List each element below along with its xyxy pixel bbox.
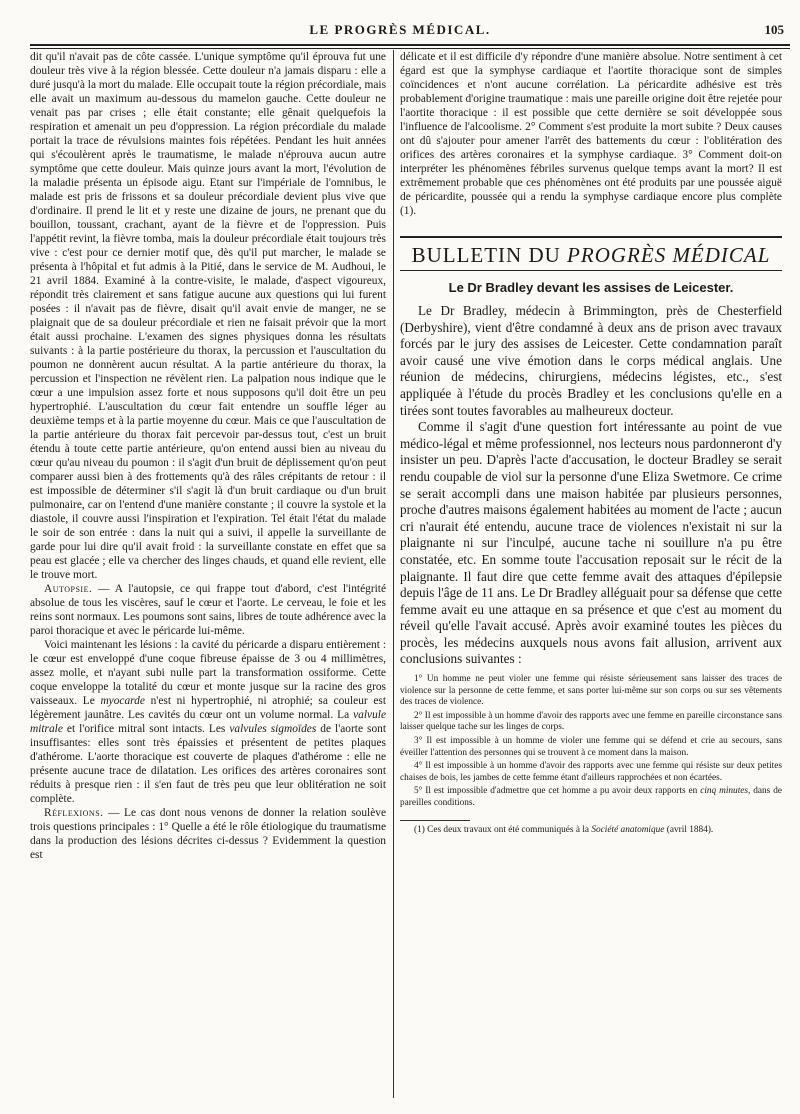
conclusion5-italic: cinq minutes [700,786,749,797]
conclusion-item: 3° Il est impossible à un homme de violer une femme qui se défend et crie au secours, sans éveiller l'attention des personnes qui se trouvent à ce moment dans la maison. [400,736,782,758]
reflexions-paragraph [30,806,386,862]
conclusions-list [400,674,782,810]
reflexions-label: Réflexions. [44,807,104,819]
conclusion-item: 1° Un homme ne peut violer une femme qui résiste sérieusement sans laisser des traces de violence sur la personne de cette femme, et sans porter lui-même sur son corps ou sur ses vêtements des traces de violence. [400,674,782,708]
bulletin-title-prefix: BULLETIN DU [411,243,568,267]
lesions-text-b: n'est ni hypertrophié, ni atrophié; sa couleur est légèrement jaunâtre. Les cavités du cœur ont un volume normal. La [30,695,387,721]
case-paragraph: dit qu'il n'avait pas de côte cassée. L'unique symptôme qu'il éprouva fut une douleur très vive à la région blessée. Cette douleur n'a jamais disparu : elle a duré jusqu'à la mort du malade. Elle occupait toute la région précordiale, mais elle avait un maximum au-dessous du mamelon gauche. Cette douleur ne venait pas par crises ; elle était constante; elle gênait quelquefois la respiration et amenait un peu d'oppression. La région précordiale du malade portait la trace de révulsions maintes fois répétées. Pendant les huit années qui s'écoulèrent après le traumatisme, le malade n'éprouva aucun autre symptôme que cette douleur. Mais quinze jours avant la mort, l'évolution de la maladie présenta un épisode aigu. Etant sur l'impériale de l'omnibus, le malade est pris de frissons et sa douleur précordiale devient plus vive que d'ordinaire. Il prend le lit et y reste une dizaine de jours, ne prenant que du bouillon, toussant, crachant, ayant de la fièvre et de l'oppression. Puis l'appétit revint, la fièvre tomba, mais la douleur précordiale était toujours très vive : c'est pour ce dernier motif que, dès qu'il put marcher, le malade se présenta à l'hôpital et fut admis à la Pitié, dans le service de M. Audhoui, le 21 avril 1884. Examiné à la contre-visite, le malade, d'aspect vigoureux, répondit très clairement et sans fatigue aucune aux questions qui lui furent posées : il n'avait pas de fièvre, disait qu'il avait envie de manger, ne se plaignait que de sa douleur précordiale et rien ne faisait prévoir que la mort était aussi prochaine. L'examen des signes physiques donna les résultats suivants : à la partie postérieure du thorax, la percussion et l'auscultation du poumon ne donnèrent aucun résultat. A la partie antérieure du thorax, la percussion et l'inspection ne révèlent rien. La palpation nous indique que le cœur a une impulsion assez forte et nous supposons qu'il doit être un peu hypertrophié. L'auscultation du cœur fait entendre un souffle léger au deuxième temps et à la partie moyenne du cœur. Mais ce que l'auscultation de la partie antérieure du thorax fait percevoir par-dessus tout, c'est un bruit étendu à toute cette partie antérieure, qu'on entend aussi bien au niveau du cœur qu'au niveau du poumon : il s'agit d'un bruit de déplissement qu'on peut comparer aussi bien à des frottements qu'à des râles crépitants de retour : il est impossible de déterminer s'il s'agit là d'un bruit cardiaque ou d'un bruit pulmonaire, car on l'entend d'une manière constante ; il couvre la systole et la diastole, il couvre aussi l'inspiration et l'expiration. Tel était l'état du malade le soir de son entrée : dans la nuit qui a suivi, il appelle la surveillante de garde pour lui dire qu'il avait froid : la surveillante constate en effet que sa peau est glacée ; elle va chercher des linges chauds, et quand elle revient, elle le trouve mort. [30,51,386,581]
article-body [400,303,782,668]
lesions-italic-mitrale: valvule mitrale [30,709,386,735]
autopsie-label: Autopsie. [44,583,93,595]
footnote-rule [400,820,470,821]
lesions-text-c: et l'orifice mitral sont intacts. Les [62,723,230,735]
footnote [400,825,782,837]
page-number: 105 [764,22,784,37]
conclusion-item [400,786,782,809]
autopsie-text: — A l'autopsie, ce qui frappe tout d'abord, c'est l'intégrité absolue de tous les viscères, sauf le cœur et l'aorte. Le cerveau, le foie et les reins sont normaux. Les poumons sont sains, libres de toute adhérence avec la paroi thoracique et avec le péricarde lui-même. [30,583,386,637]
right-column [400,50,782,836]
journal-title: LE PROGRÈS MÉDICAL. [309,22,491,37]
lesions-paragraph [30,638,386,806]
conclusion5-text-b: , dans de pareilles conditions. [400,786,782,808]
footnote-text-b: (avril 1884). [664,824,714,835]
conclusion5-text-a: 5° Il est impossible d'admettre que cet homme a pu avoir deux rapports en [414,786,701,797]
reflexions-text: — Le cas dont nous venons de donner la relation soulève trois questions principales : 1° Quelle a été le rôle étiologique du traumatisme dans la production des lésions décrites ci-dessus ? Evidemment la question est [30,807,386,861]
header-rule [30,44,790,46]
footnote-text-a: (1) Ces deux travaux ont été communiqués à la [414,824,592,835]
header-rule-thin [30,48,790,49]
left-column [30,50,386,862]
lesions-text-a: Voici maintenant les lésions : la cavité du péricarde a disparu entièrement : le cœur est enveloppé d'une coque fibreuse épaisse de 3 ou 4 millimètres, assez molle, et n'ayant subi nulle part la transformation ossiforme. Cette coque enveloppe la totalité du cœur et monte jusque sur la racine des gros vaisseaux. Le [30,639,386,707]
article-subheading: Le Dr Bradley devant les assises de Leicester. [448,280,734,295]
bulletin-title [400,243,782,267]
lesions-italic-myocarde: myocarde [100,695,145,707]
page-header [0,22,800,40]
reflexions-continued: délicate et il est difficile d'y répondre d'une manière absolue. Notre sentiment à cet égard est que la symphyse cardiaque et l'aortite thoracique sont de simples coïncidences et n'ont aucune corrélation. La péricardite adhésive est très probablement d'origine traumatique : mais une pareille origine doit être rejetée pour l'aortite thoracique : il est possible que cette dernière se soit développée sous l'influence de l'alcoolisme. 2° Comment s'est produite la mort subite ? Deux causes ont dû s'ajouter pour amener l'arrêt des battements du cœur : l'oblitération des orifices des artères coronaires et la symphyse cardiaque. 3° Comment doit-on interpréter les phénomènes fébriles survenus quelque temps avant la mort? Il est extrêmement probable que ces phénomènes ont été produits par une poussée aiguë de péricardite, poussée qui a rendu la symphyse cardiaque encore plus complète (1). [400,51,782,217]
article-paragraph: Le Dr Bradley, médecin à Brimmington, près de Chesterfield (Derbyshire), vient d'être condamné à deux ans de prison avec travaux forcés par le jury des assises de Leicester. Cette condamnation paraît avoir causé une vive émotion dans le corps médical anglais. Une réunion de médecins, chirurgiens, médecins légistes, etc., s'est appliquée à l'étude du procès Bradley et les conclusions qu'elle en a tirées sont toutes favorables au malheureux docteur. [400,303,782,418]
lesions-text-d: de l'aorte sont insuffisantes: elles sont très épaissies et présentent de petites plaques d'athérome. L'aorte thoracique est couverte de plaques d'athérome : elle ne présente aucune trace de dilatation. Les orifices des artères coronaires sont réduits à presque rien : il s'en faut de très peu que leur oblitération ne soit complète. [30,723,387,805]
column-divider [393,50,394,1098]
footnote-text [400,825,782,837]
footnote-italic: Société anatomique [591,824,665,835]
conclusion-item: 4° Il est impossible à un homme d'avoir des rapports avec une femme qui résiste sur deux petites chaises de bois, les jambes de cette femme étant d'ailleurs rapprochées et non écartées. [400,761,782,783]
autopsie-paragraph [30,582,386,638]
lesions-italic-sigmoides: valvules sigmoïdes [229,723,317,735]
bulletin-banner [400,236,782,271]
conclusion-item: 2° Il est impossible à un homme d'avoir des rapports avec une femme en pareille circonstance sans laisser quelque tache sur les linges de corps. [400,710,782,733]
bulletin-title-journal: PROGRÈS MÉDICAL [567,243,771,267]
article-paragraph: Comme il s'agit d'une question fort intéressante au point de vue médico-légal et même professionnel, nos lecteurs nous pardonneront d'y insister un peu. D'après l'acte d'accusation, le docteur Bradley se serait rendu coupable de viol sur la personne d'une Eliza Swetmore. Ce crime se serait accompli dans une maison habitée par plusieurs personnes, proche d'autres maisons également habitées au moment de l'acte ; aucun cri n'aurait été entendu, aucune trace de violences n'existait ni sur la plaignante ni sur l'inculpé, aucune tache ni souillure n'a pu être constatée, etc. En somme toute l'accusation reposait sur le récit de la plaignante. Il faut dire que cette femme avait des attaques d'épilepsie depuis l'âge de 11 ans. Le Dr Bradley alléguait pour sa défense que cette femme avait eu une attaque en sa présence et que c'est au moment du réveil qu'elle l'avait accusé. Après avoir examiné toutes les pièces du procès, les médecins auxquels nous avons fait allusion, arrivent aux conclusions suivantes : [400,419,782,667]
